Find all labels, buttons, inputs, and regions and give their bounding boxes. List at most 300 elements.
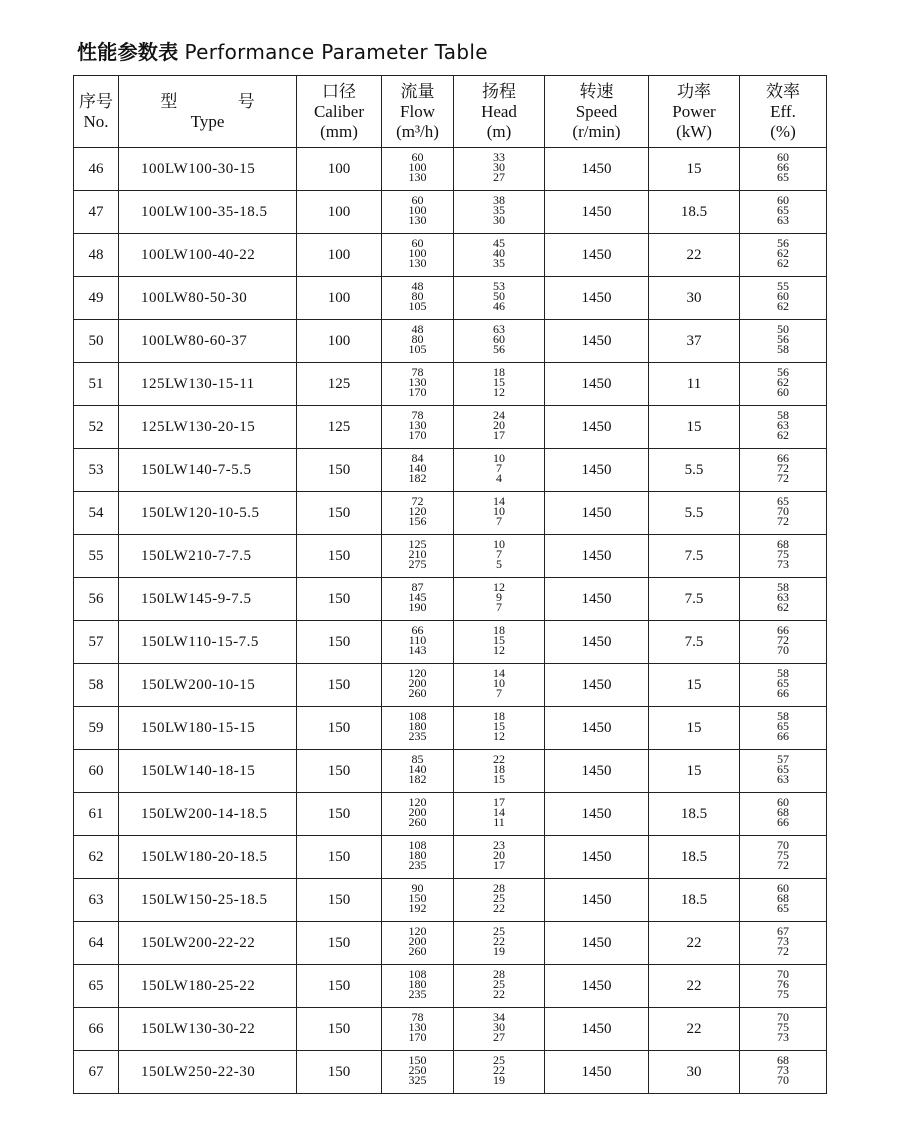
eff-value: 56 — [777, 365, 789, 379]
cell-caliber: 150 — [297, 793, 382, 836]
eff-value: 60 — [777, 881, 789, 895]
head-value: 30 — [493, 213, 505, 227]
cell-head — [454, 621, 545, 664]
flow-value: 275 — [408, 557, 427, 571]
eff-value: 70 — [777, 1073, 789, 1087]
cell-caliber: 125 — [297, 363, 382, 406]
table-row — [74, 664, 827, 707]
flow-value: 130 — [408, 170, 427, 184]
head-values — [493, 582, 505, 612]
cell-eff — [740, 148, 827, 191]
eff-value: 56 — [777, 236, 789, 250]
cell-caliber: 150 — [297, 922, 382, 965]
head-value: 19 — [493, 1073, 505, 1087]
eff-values — [777, 281, 789, 311]
cell-eff — [740, 1008, 827, 1051]
head-value: 7 — [496, 547, 502, 561]
table-row — [74, 191, 827, 234]
head-value: 30 — [493, 160, 505, 174]
flow-values — [409, 324, 427, 354]
cell-power: 15 — [649, 406, 740, 449]
flow-value: 250 — [408, 1063, 427, 1077]
cell-eff — [740, 879, 827, 922]
head-value: 7 — [496, 514, 502, 528]
eff-value: 70 — [777, 967, 789, 981]
flow-value: 130 — [408, 375, 427, 389]
header-caliber-en: Caliber — [313, 101, 365, 121]
head-value: 5 — [496, 557, 502, 571]
cell-head — [454, 449, 545, 492]
eff-value: 63 — [777, 772, 789, 786]
cell-flow — [382, 836, 454, 879]
table-row — [74, 922, 827, 965]
cell-head — [454, 578, 545, 621]
cell-head — [454, 879, 545, 922]
eff-value: 58 — [777, 580, 789, 594]
header-speed — [545, 76, 649, 148]
head-value: 15 — [493, 633, 505, 647]
eff-values — [777, 582, 789, 612]
header-speed-unit: (r/min) — [572, 121, 621, 141]
flow-values — [409, 840, 427, 870]
head-value: 53 — [493, 279, 505, 293]
eff-value: 62 — [777, 256, 789, 270]
head-value: 22 — [493, 934, 505, 948]
header-head-cn: 扬程 — [482, 81, 516, 101]
head-value: 10 — [493, 537, 505, 551]
head-values — [493, 496, 505, 526]
cell-eff — [740, 191, 827, 234]
cell-head — [454, 148, 545, 191]
flow-values — [409, 1055, 427, 1085]
flow-value: 100 — [408, 203, 427, 217]
head-value: 56 — [493, 342, 505, 356]
cell-flow — [382, 492, 454, 535]
head-value: 10 — [493, 504, 505, 518]
head-values — [493, 367, 505, 397]
flow-value: 192 — [408, 901, 427, 915]
head-value: 12 — [493, 385, 505, 399]
cell-eff — [740, 578, 827, 621]
head-value: 46 — [493, 299, 505, 313]
eff-values — [777, 883, 789, 913]
cell-head — [454, 664, 545, 707]
cell-type: 150LW140-18-15 — [119, 750, 297, 793]
cell-caliber: 150 — [297, 621, 382, 664]
header-eff-cn: 效率 — [766, 81, 800, 101]
cell-power: 22 — [649, 1008, 740, 1051]
cell-head — [454, 363, 545, 406]
flow-values — [409, 668, 427, 698]
flow-values — [409, 1012, 427, 1042]
cell-head — [454, 1051, 545, 1094]
cell-speed: 1450 — [545, 449, 649, 492]
flow-value: 180 — [408, 719, 427, 733]
cell-eff — [740, 406, 827, 449]
cell-head — [454, 234, 545, 277]
cell-head — [454, 406, 545, 449]
eff-value: 65 — [777, 203, 789, 217]
flow-value: 140 — [408, 762, 427, 776]
flow-value: 48 — [411, 322, 424, 336]
head-value: 18 — [493, 365, 505, 379]
cell-flow — [382, 277, 454, 320]
eff-value: 60 — [777, 150, 789, 164]
head-value: 25 — [493, 1053, 505, 1067]
cell-no: 52 — [74, 406, 119, 449]
cell-flow — [382, 664, 454, 707]
cell-caliber: 150 — [297, 1008, 382, 1051]
head-values — [493, 668, 505, 698]
eff-values — [777, 711, 789, 741]
cell-no: 56 — [74, 578, 119, 621]
cell-power: 18.5 — [649, 191, 740, 234]
cell-eff — [740, 664, 827, 707]
cell-flow — [382, 535, 454, 578]
flow-values — [409, 238, 427, 268]
cell-speed: 1450 — [545, 793, 649, 836]
header-flow — [382, 76, 454, 148]
flow-value: 200 — [408, 676, 427, 690]
table-row — [74, 234, 827, 277]
cell-type: 150LW200-10-15 — [119, 664, 297, 707]
cell-no: 67 — [74, 1051, 119, 1094]
parameter-table — [73, 75, 827, 1094]
cell-type: 100LW80-60-37 — [119, 320, 297, 363]
head-value: 14 — [493, 805, 505, 819]
flow-value: 140 — [408, 461, 427, 475]
cell-power: 15 — [649, 750, 740, 793]
cell-no: 55 — [74, 535, 119, 578]
head-value: 7 — [496, 686, 502, 700]
flow-values — [409, 152, 427, 182]
cell-flow — [382, 621, 454, 664]
header-eff-en: Eff. — [770, 101, 796, 121]
eff-value: 55 — [777, 279, 789, 293]
cell-head — [454, 836, 545, 879]
cell-type: 100LW100-30-15 — [119, 148, 297, 191]
cell-power: 5.5 — [649, 492, 740, 535]
cell-eff — [740, 750, 827, 793]
flow-values — [409, 195, 427, 225]
cell-power: 22 — [649, 922, 740, 965]
head-value: 15 — [493, 719, 505, 733]
cell-flow — [382, 1051, 454, 1094]
header-flow-unit: (m³/h) — [396, 121, 439, 141]
cell-power: 18.5 — [649, 879, 740, 922]
eff-value: 66 — [777, 623, 789, 637]
cell-head — [454, 965, 545, 1008]
flow-value: 108 — [408, 838, 427, 852]
eff-values — [777, 754, 789, 784]
cell-power: 18.5 — [649, 836, 740, 879]
header-type-cn: 型 号 — [160, 91, 283, 111]
eff-value: 72 — [777, 858, 789, 872]
cell-no: 48 — [74, 234, 119, 277]
table-row — [74, 363, 827, 406]
cell-speed: 1450 — [545, 578, 649, 621]
cell-caliber: 150 — [297, 535, 382, 578]
cell-speed: 1450 — [545, 535, 649, 578]
cell-flow — [382, 148, 454, 191]
cell-power: 5.5 — [649, 449, 740, 492]
header-head-en: Head — [481, 101, 517, 121]
flow-value: 235 — [408, 987, 427, 1001]
head-value: 35 — [493, 203, 505, 217]
cell-no: 49 — [74, 277, 119, 320]
flow-value: 48 — [411, 279, 424, 293]
head-value: 45 — [493, 236, 505, 250]
cell-flow — [382, 191, 454, 234]
cell-no: 65 — [74, 965, 119, 1008]
flow-values — [409, 539, 427, 569]
cell-no: 60 — [74, 750, 119, 793]
flow-value: 120 — [408, 795, 427, 809]
cell-power: 22 — [649, 234, 740, 277]
head-values — [493, 1055, 505, 1085]
flow-value: 145 — [408, 590, 427, 604]
head-values — [493, 152, 505, 182]
head-value: 9 — [496, 590, 502, 604]
cell-head — [454, 492, 545, 535]
head-value: 18 — [493, 762, 505, 776]
table-row — [74, 406, 827, 449]
flow-values — [409, 883, 427, 913]
cell-speed: 1450 — [545, 492, 649, 535]
cell-speed: 1450 — [545, 234, 649, 277]
flow-value: 235 — [408, 729, 427, 743]
head-value: 22 — [493, 1063, 505, 1077]
head-value: 18 — [493, 623, 505, 637]
eff-value: 62 — [777, 375, 789, 389]
flow-value: 80 — [411, 289, 424, 303]
cell-flow — [382, 406, 454, 449]
cell-no: 46 — [74, 148, 119, 191]
cell-power: 30 — [649, 1051, 740, 1094]
cell-head — [454, 707, 545, 750]
cell-head — [454, 191, 545, 234]
flow-value: 190 — [408, 600, 427, 614]
head-value: 12 — [493, 643, 505, 657]
head-values — [493, 969, 505, 999]
eff-value: 72 — [777, 471, 789, 485]
head-values — [493, 883, 505, 913]
flow-value: 143 — [408, 643, 427, 657]
cell-speed: 1450 — [545, 621, 649, 664]
head-values — [493, 754, 505, 784]
eff-values — [777, 324, 789, 354]
flow-value: 90 — [411, 881, 424, 895]
flow-value: 100 — [408, 246, 427, 260]
cell-eff — [740, 922, 827, 965]
flow-value: 85 — [411, 752, 424, 766]
title-en: Performance Parameter Table — [184, 40, 488, 64]
cell-caliber: 150 — [297, 750, 382, 793]
flow-value: 210 — [408, 547, 427, 561]
flow-value: 125 — [408, 537, 427, 551]
table-row — [74, 965, 827, 1008]
table-row — [74, 621, 827, 664]
cell-no: 53 — [74, 449, 119, 492]
head-value: 27 — [493, 1030, 505, 1044]
eff-value: 72 — [777, 633, 789, 647]
header-no-en: No. — [83, 111, 109, 131]
eff-value: 72 — [777, 461, 789, 475]
eff-value: 65 — [777, 762, 789, 776]
cell-eff — [740, 277, 827, 320]
flow-value: 120 — [408, 924, 427, 938]
table-row — [74, 578, 827, 621]
cell-eff — [740, 234, 827, 277]
flow-value: 72 — [411, 494, 424, 508]
eff-value: 72 — [777, 514, 789, 528]
cell-power: 30 — [649, 277, 740, 320]
eff-value: 60 — [777, 795, 789, 809]
cell-type: 150LW210-7-7.5 — [119, 535, 297, 578]
eff-value: 68 — [777, 1053, 789, 1067]
flow-value: 108 — [408, 709, 427, 723]
cell-no: 64 — [74, 922, 119, 965]
flow-values — [409, 453, 427, 483]
flow-values — [409, 582, 427, 612]
header-caliber-cn: 口径 — [322, 81, 356, 101]
cell-caliber: 125 — [297, 406, 382, 449]
eff-value: 73 — [777, 1030, 789, 1044]
eff-value: 62 — [777, 428, 789, 442]
header-speed-cn: 转速 — [579, 81, 614, 101]
flow-value: 180 — [408, 848, 427, 862]
eff-values — [777, 367, 789, 397]
cell-speed: 1450 — [545, 320, 649, 363]
flow-value: 325 — [408, 1073, 427, 1087]
cell-flow — [382, 234, 454, 277]
table-row — [74, 1008, 827, 1051]
head-value: 33 — [493, 150, 505, 164]
cell-speed: 1450 — [545, 879, 649, 922]
head-values — [493, 195, 505, 225]
eff-value: 76 — [777, 977, 789, 991]
cell-type: 150LW120-10-5.5 — [119, 492, 297, 535]
eff-value: 58 — [777, 709, 789, 723]
eff-value: 63 — [777, 418, 789, 432]
cell-eff — [740, 320, 827, 363]
eff-value: 60 — [777, 385, 789, 399]
flow-value: 156 — [408, 514, 427, 528]
head-values — [493, 410, 505, 440]
flow-value: 170 — [408, 1030, 427, 1044]
table-header-row — [74, 76, 827, 148]
eff-values — [777, 797, 789, 827]
flow-value: 170 — [408, 385, 427, 399]
head-value: 28 — [493, 881, 505, 895]
head-values — [493, 625, 505, 655]
flow-values — [409, 926, 427, 956]
cell-speed: 1450 — [545, 191, 649, 234]
head-value: 25 — [493, 924, 505, 938]
eff-value: 73 — [777, 557, 789, 571]
cell-caliber: 150 — [297, 492, 382, 535]
cell-head — [454, 320, 545, 363]
cell-type: 150LW110-15-7.5 — [119, 621, 297, 664]
eff-value: 57 — [777, 752, 789, 766]
head-value: 30 — [493, 1020, 505, 1034]
cell-caliber: 150 — [297, 965, 382, 1008]
flow-value: 260 — [408, 686, 427, 700]
table-row — [74, 879, 827, 922]
cell-head — [454, 922, 545, 965]
cell-eff — [740, 621, 827, 664]
header-power-en: Power — [672, 101, 716, 121]
head-value: 19 — [493, 944, 505, 958]
cell-speed: 1450 — [545, 406, 649, 449]
flow-value: 130 — [408, 256, 427, 270]
flow-value: 60 — [411, 236, 424, 250]
head-value: 60 — [493, 332, 505, 346]
header-type — [119, 76, 297, 148]
cell-no: 62 — [74, 836, 119, 879]
eff-value: 75 — [777, 1020, 789, 1034]
cell-type: 150LW200-14-18.5 — [119, 793, 297, 836]
head-value: 38 — [493, 193, 505, 207]
flow-value: 78 — [411, 408, 424, 422]
head-value: 17 — [493, 428, 505, 442]
head-value: 24 — [493, 408, 505, 422]
eff-value: 66 — [777, 729, 789, 743]
eff-value: 70 — [777, 838, 789, 852]
cell-flow — [382, 707, 454, 750]
flow-values — [409, 969, 427, 999]
cell-head — [454, 793, 545, 836]
eff-values — [777, 410, 789, 440]
eff-value: 50 — [777, 322, 789, 336]
head-values — [493, 539, 505, 569]
head-value: 25 — [493, 891, 505, 905]
flow-value: 80 — [411, 332, 424, 346]
eff-values — [777, 1055, 789, 1085]
header-power — [649, 76, 740, 148]
head-values — [493, 1012, 505, 1042]
flow-values — [409, 496, 427, 526]
eff-value: 73 — [777, 934, 789, 948]
cell-eff — [740, 492, 827, 535]
cell-speed: 1450 — [545, 707, 649, 750]
head-value: 17 — [493, 858, 505, 872]
eff-value: 72 — [777, 944, 789, 958]
cell-caliber: 100 — [297, 191, 382, 234]
cell-eff — [740, 836, 827, 879]
header-head-unit: (m) — [486, 121, 512, 141]
head-value: 14 — [493, 666, 505, 680]
eff-value: 62 — [777, 600, 789, 614]
eff-value: 65 — [777, 719, 789, 733]
header-flow-en: Flow — [400, 101, 435, 121]
eff-value: 70 — [777, 504, 789, 518]
flow-value: 182 — [408, 772, 427, 786]
cell-type: 150LW180-25-22 — [119, 965, 297, 1008]
head-values — [493, 453, 505, 483]
cell-power: 7.5 — [649, 535, 740, 578]
eff-value: 58 — [777, 408, 789, 422]
eff-value: 68 — [777, 891, 789, 905]
cell-flow — [382, 1008, 454, 1051]
head-value: 18 — [493, 709, 505, 723]
head-values — [493, 238, 505, 268]
eff-value: 67 — [777, 924, 789, 938]
flow-value: 105 — [408, 342, 427, 356]
eff-values — [777, 195, 789, 225]
flow-value: 105 — [408, 299, 427, 313]
flow-value: 87 — [411, 580, 424, 594]
